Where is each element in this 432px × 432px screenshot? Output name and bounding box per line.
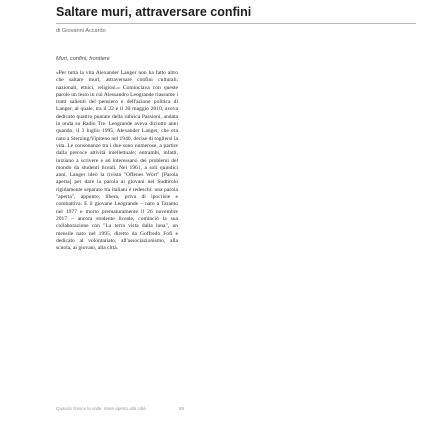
body-paragraph: «Per tutta la vita Alexander Langer non ha fatto altro che saltare muri, attraversare confini culturali, nazionali, etnici, religiosi.» Cominciava con queste parole un testo in cui Alessandro Leogrande riassume i tratti salienti del pensiero e dell'azione politica di Langer, al quale, tra il 22 e il 30 maggio 2010, aveva dedicato quattro puntate della rubrica Passioni, andata in onda su Radio Tre. Leogrande aveva diciotto anni quando, il 3 luglio 1995, Alexander Langer, che era nato a Sterzing/Vipiteno nel 1946, decise di togliersi la vita. Le consonanze tra i due sono numerose, a partire dalla precoce attività intellettuale; entrambi, infatti, iniziano a scrivere e ad interessarsi dei problemi del mondo da studenti liceali. Nel 1961, a soli quindici anni, Langer ideò la rivista "Offenes Wort" [Parola aperta] per dare la parola ai giovani nel Sudtirolo rigidamente separato tra italiani e tedeschi: una parola "aperta", appunto, libera, priva di ipocrisie e combattiva. E il giovane Leogrande – nato a Taranto nel 1977 e morto prematuramente il 26 novembre 2017 – ancora studente liceale, cominciò la sua collaborazione con "La terra vista dalla luna", un mensile nato nel 1995, diretto da Goffredo Fofi e dedicato al volontariato, all'associazionismo, alla scuola, ai giovani, alla città. <box>56 70 178 252</box>
keywords-text: Muri, confini, frontiere <box>56 56 110 62</box>
body-column <box>56 70 178 252</box>
title-divider <box>56 23 416 24</box>
keywords-line <box>56 56 110 62</box>
document-header <box>56 4 416 34</box>
page-number: 89 <box>178 406 184 411</box>
author-byline: di Giovanni Accardo <box>56 28 106 34</box>
page-footer <box>56 406 184 411</box>
footer-running-title: Quando finisce la valle, mare aperto alla città <box>56 406 146 411</box>
document-title: Saltare muri, attraversare confini <box>56 5 252 19</box>
